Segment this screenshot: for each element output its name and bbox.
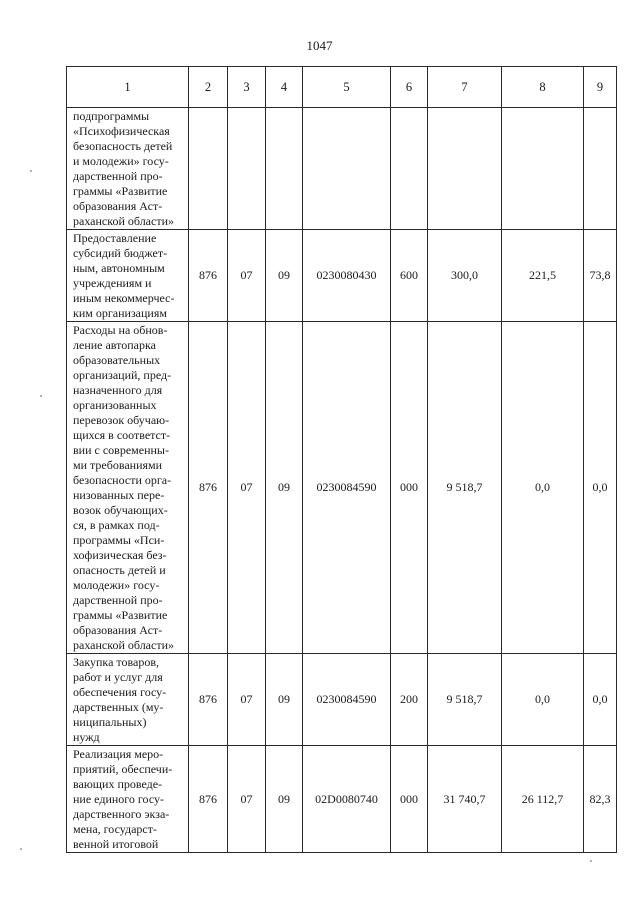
cell-admin-code: 876 bbox=[189, 654, 228, 746]
row-description: Предоставление субсидий бюджет- ным, автономным учреждениям и иным некоммерчес- ким организациям bbox=[67, 230, 189, 322]
column-header: 5 bbox=[303, 67, 391, 108]
row-description: Закупка товаров, работ и услуг для обеспечения госу- дарственных (му- ниципальных) нужд bbox=[67, 654, 189, 746]
cell-section: 07 bbox=[228, 322, 266, 654]
cell-subsection bbox=[266, 108, 303, 230]
page-number: 1047 bbox=[306, 38, 333, 53]
cell-planned: 9 518,7 bbox=[428, 654, 502, 746]
cell-percent: 0,0 bbox=[584, 654, 617, 746]
column-header: 8 bbox=[502, 67, 584, 108]
row-description: Реализация меро- приятий, обеспечи- вающих проведе- ние единого госу- дарственного экза- мена, государст- венной итоговой bbox=[67, 746, 189, 853]
cell-actual: 221,5 bbox=[502, 230, 584, 322]
header-row bbox=[67, 67, 617, 108]
cell-subsection: 09 bbox=[266, 654, 303, 746]
cell-percent: 82,3 bbox=[584, 746, 617, 853]
table-row bbox=[67, 108, 617, 230]
cell-expense-type bbox=[391, 108, 428, 230]
cell-expense-type: 200 bbox=[391, 654, 428, 746]
cell-admin-code: 876 bbox=[189, 322, 228, 654]
column-header: 9 bbox=[584, 67, 617, 108]
table-row bbox=[67, 746, 617, 853]
cell-section: 07 bbox=[228, 746, 266, 853]
scan-speck bbox=[30, 170, 32, 172]
cell-planned bbox=[428, 108, 502, 230]
column-header: 1 bbox=[67, 67, 189, 108]
cell-target-article: 02D0080740 bbox=[303, 746, 391, 853]
cell-percent bbox=[584, 108, 617, 230]
cell-expense-type: 600 bbox=[391, 230, 428, 322]
cell-expense-type: 000 bbox=[391, 746, 428, 853]
column-header: 3 bbox=[228, 67, 266, 108]
table-row bbox=[67, 322, 617, 654]
cell-section: 07 bbox=[228, 230, 266, 322]
cell-percent: 0,0 bbox=[584, 322, 617, 654]
scan-speck bbox=[590, 860, 592, 862]
cell-actual: 0,0 bbox=[502, 654, 584, 746]
cell-planned: 300,0 bbox=[428, 230, 502, 322]
cell-planned: 9 518,7 bbox=[428, 322, 502, 654]
cell-target-article: 0230084590 bbox=[303, 654, 391, 746]
cell-target-article: 0230080430 bbox=[303, 230, 391, 322]
column-header: 6 bbox=[391, 67, 428, 108]
cell-actual: 26 112,7 bbox=[502, 746, 584, 853]
table-row bbox=[67, 654, 617, 746]
cell-actual bbox=[502, 108, 584, 230]
cell-expense-type: 000 bbox=[391, 322, 428, 654]
cell-percent: 73,8 bbox=[584, 230, 617, 322]
cell-admin-code bbox=[189, 108, 228, 230]
cell-target-article: 0230084590 bbox=[303, 322, 391, 654]
row-description: Расходы на обнов- ление автопарка образовательных организаций, пред- назначенного для организованных перевозок обучаю- щихся в соответст- вии с современны- ми требованиями безопасности орга- низованных пере- возок обучающих- ся, в рамках под- программы «Пси- хофизическая без- опасность детей и молодежи» госу- дарственной про- граммы «Развитие образования Аст- раханской области» bbox=[67, 322, 189, 654]
cell-admin-code: 876 bbox=[189, 230, 228, 322]
table-row bbox=[67, 230, 617, 322]
cell-subsection: 09 bbox=[266, 322, 303, 654]
column-header: 7 bbox=[428, 67, 502, 108]
cell-target-article bbox=[303, 108, 391, 230]
column-header: 2 bbox=[189, 67, 228, 108]
cell-planned: 31 740,7 bbox=[428, 746, 502, 853]
cell-actual: 0,0 bbox=[502, 322, 584, 654]
column-header: 4 bbox=[266, 67, 303, 108]
scan-speck bbox=[20, 848, 22, 850]
cell-subsection: 09 bbox=[266, 230, 303, 322]
cell-admin-code: 876 bbox=[189, 746, 228, 853]
cell-subsection: 09 bbox=[266, 746, 303, 853]
row-description: подпрограммы «Психофизическая безопасность детей и молодежи» госу- дарственной про- граммы «Развитие образования Аст- раханской области» bbox=[67, 108, 189, 230]
scan-speck bbox=[40, 395, 42, 397]
cell-section: 07 bbox=[228, 654, 266, 746]
cell-section bbox=[228, 108, 266, 230]
budget-table bbox=[66, 66, 617, 853]
